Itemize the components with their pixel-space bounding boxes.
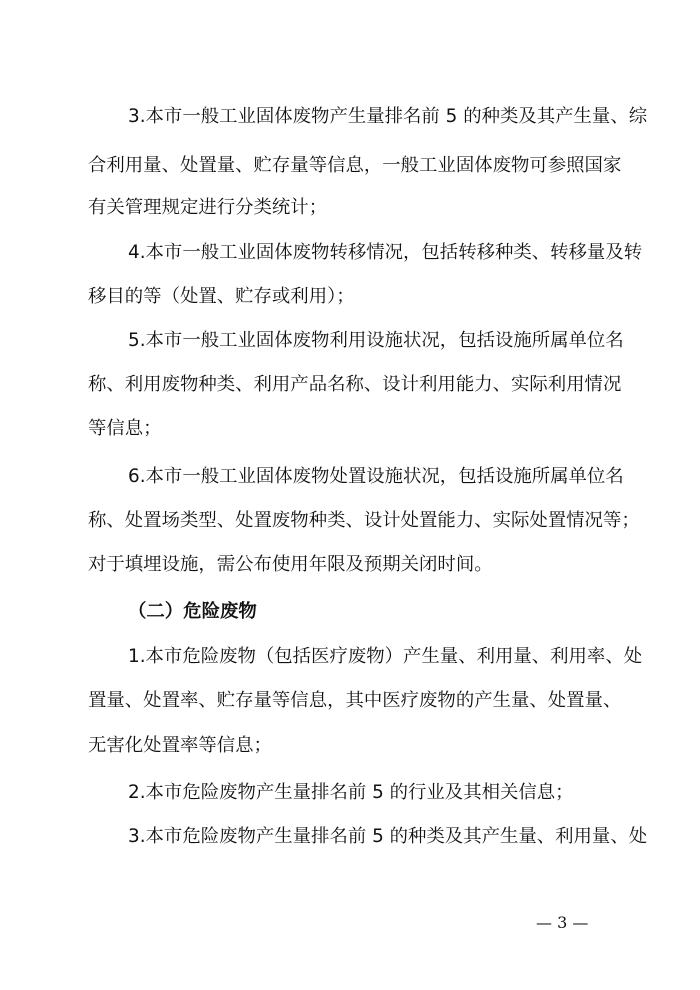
section-heading: （二）危险废物	[128, 601, 257, 622]
text-line: 对于填埋设施，需公布使用年限及预期关闭时间。	[88, 554, 493, 575]
text-line: 1.本市危险废物（包括医疗废物）产生量、利用量、利用率、处	[128, 646, 643, 667]
text-line: 3.本市一般工业固体废物产生量排名前 5 的种类及其产生量、综	[128, 106, 648, 127]
text-line: 4.本市一般工业固体废物转移情况，包括转移种类、转移量及转	[128, 242, 643, 263]
text-line: 5.本市一般工业固体废物利用设施状况，包括设施所属单位名	[128, 330, 624, 351]
text-line: 有关管理规定进行分类统计；	[88, 197, 328, 218]
text-line: 2.本市危险废物产生量排名前 5 的行业及其相关信息；	[128, 782, 574, 803]
text-line: 称、利用废物种类、利用产品名称、设计利用能力、实际利用情况	[88, 374, 622, 395]
text-line: 称、处置场类型、处置废物种类、设计处置能力、实际处置情况等；	[88, 510, 640, 531]
text-line: 无害化处置率等信息；	[88, 735, 272, 756]
text-line: 移目的等（处置、贮存或利用）；	[88, 286, 355, 307]
text-line: 6.本市一般工业固体废物处置设施状况，包括设施所属单位名	[128, 466, 624, 487]
text-line: 等信息；	[88, 418, 162, 439]
text-line: 3.本市危险废物产生量排名前 5 的种类及其产生量、利用量、处	[128, 826, 648, 847]
text-line: 置量、处置率、贮存量等信息，其中医疗废物的产生量、处置量、	[88, 690, 622, 711]
page-number: — 3 —	[536, 913, 589, 932]
text-line: 合利用量、处置量、贮存量等信息，一般工业固体废物可参照国家	[88, 155, 622, 176]
